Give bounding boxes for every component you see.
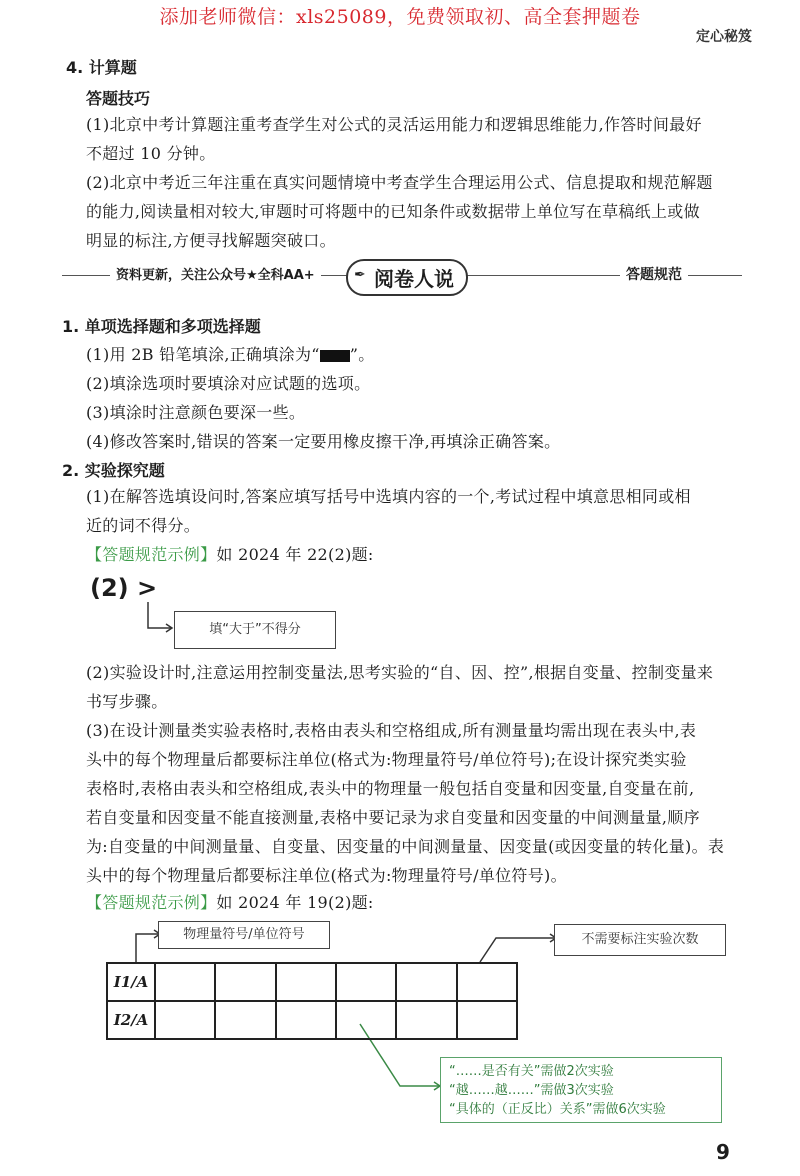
example-2-tag: 【答题规范示例】 bbox=[86, 893, 217, 912]
sec1-item2: (2)填涂选项时要填涂对应试题的选项。 bbox=[86, 374, 371, 393]
row-header-i2: I2/A bbox=[107, 1001, 155, 1039]
example-2-line bbox=[86, 888, 374, 917]
quill-icon: ✒ bbox=[354, 267, 366, 283]
example-1-tag: 【答题规范示例】 bbox=[86, 545, 217, 564]
divider-right-text: 答题规范 bbox=[620, 264, 688, 284]
table-cell bbox=[155, 963, 215, 1001]
sec1-item1-text: (1)用 2B 铅笔填涂,正确填涂为“ bbox=[86, 345, 320, 364]
annotation-box-1: 填“大于”不得分 bbox=[174, 611, 336, 649]
sec1-item3: (3)填涂时注意颜色要深一些。 bbox=[86, 403, 306, 422]
sec4-para2-line3: 明显的标注,方便寻找解题突破口。 bbox=[86, 231, 336, 250]
table-cell bbox=[276, 963, 336, 1001]
sec2-para1-line1: (1)在解答选填设问时,答案应填写括号中选填内容的一个,考试过程中填意思相同或相 bbox=[86, 487, 691, 506]
table-cell bbox=[276, 1001, 336, 1039]
note-unit-format: 物理量符号/单位符号 bbox=[158, 921, 330, 949]
section-4-title: 4. 计算题 bbox=[66, 58, 137, 77]
filled-answer-mark bbox=[320, 350, 350, 362]
sec2-para3-line2: 头中的每个物理量后都要标注单位(格式为:物理量符号/单位符号);在设计探究类实验 bbox=[86, 750, 687, 769]
sec2-para3-line4: 若自变量和因变量不能直接测量,表格中要记录为求自变量和因变量的中间测量量,顺序 bbox=[86, 808, 700, 827]
page-number: 9 bbox=[716, 1140, 730, 1164]
table-row bbox=[107, 963, 517, 1001]
sec2-para1-line2: 近的词不得分。 bbox=[86, 516, 201, 535]
sec2-para3-line1: (3)在设计测量类实验表格时,表格由表头和空格组成,所有测量量均需出现在表头中,表 bbox=[86, 721, 697, 740]
green-note-line-3: “具体的（正反比）关系”需做6次实验 bbox=[449, 1102, 666, 1117]
example-1-text: 如 2024 年 22(2)题: bbox=[216, 545, 374, 564]
table-cell bbox=[215, 1001, 275, 1039]
table-cell bbox=[457, 963, 517, 1001]
sec4-para1-line1: (1)北京中考计算题注重考查学生对公式的灵活运用能力和逻辑思维能力,作答时间最好 bbox=[86, 115, 702, 134]
sec1-item4: (4)修改答案时,错误的答案一定要用橡皮擦干净,再填涂正确答案。 bbox=[86, 432, 561, 451]
section-2-title: 2. 实验探究题 bbox=[62, 461, 165, 480]
sec1-item1 bbox=[86, 340, 375, 369]
section-1-title: 1. 单项选择题和多项选择题 bbox=[62, 317, 261, 336]
divider-left-text: 资料更新，关注公众号★全科AA+ bbox=[110, 264, 321, 283]
row-header-i1: I1/A bbox=[107, 963, 155, 1001]
table-cell bbox=[336, 963, 396, 1001]
table-row bbox=[107, 1001, 517, 1039]
green-note-line-1: “……是否有关”需做2次实验 bbox=[449, 1064, 614, 1079]
sec2-para2-line1: (2)实验设计时,注意运用控制变量法,思考实验的“自、因、控”,根据自变量、控制变量来 bbox=[86, 663, 714, 682]
example-table bbox=[106, 962, 518, 1040]
green-note-line-2: “越……越……”需做3次实验 bbox=[449, 1083, 614, 1098]
reviewer-badge bbox=[346, 259, 468, 296]
table-cell bbox=[457, 1001, 517, 1039]
reviewer-badge-label: 阅卷人说 bbox=[374, 267, 454, 291]
sec1-item1-end: ”。 bbox=[349, 345, 375, 364]
watermark-banner: 添加老师微信：xls25089，免费领取初、高全套押题卷 bbox=[159, 6, 641, 28]
table-cell bbox=[155, 1001, 215, 1039]
handwritten-answer: (2) > bbox=[90, 574, 158, 602]
sec4-para1-line2: 不超过 10 分钟。 bbox=[86, 144, 216, 163]
section-4-subtitle: 答题技巧 bbox=[86, 89, 151, 108]
running-header: 定心秘笈 bbox=[696, 29, 752, 45]
sec2-para3-line5: 为:自变量的中间测量量、自变量、因变量的中间测量量、因变量(或因变量的转化量)。表 bbox=[86, 837, 725, 856]
table-cell bbox=[396, 1001, 456, 1039]
sec4-para2-line1: (2)北京中考近三年注重在真实问题情境中考查学生合理运用公式、信息提取和规范解题 bbox=[86, 173, 713, 192]
example-2-text: 如 2024 年 19(2)题: bbox=[216, 893, 374, 912]
sec2-para3-line6: 头中的每个物理量后都要标注单位(格式为:物理量符号/单位符号)。 bbox=[86, 866, 567, 885]
table-cell bbox=[215, 963, 275, 1001]
sec4-para2-line2: 的能力,阅读量相对较大,审题时可将题中的已知条件或数据带上单位写在草稿纸上或做 bbox=[86, 202, 700, 221]
note-no-trial-count: 不需要标注实验次数 bbox=[554, 924, 726, 956]
example-1-line bbox=[86, 540, 374, 569]
sec2-para2-line2: 书写步骤。 bbox=[86, 692, 168, 711]
experiment-count-note bbox=[440, 1057, 722, 1123]
table-cell bbox=[336, 1001, 396, 1039]
table-cell bbox=[396, 963, 456, 1001]
sec2-para3-line3: 表格时,表格由表头和空格组成,表头中的物理量一般包括自变量和因变量,自变量在前, bbox=[86, 779, 695, 798]
